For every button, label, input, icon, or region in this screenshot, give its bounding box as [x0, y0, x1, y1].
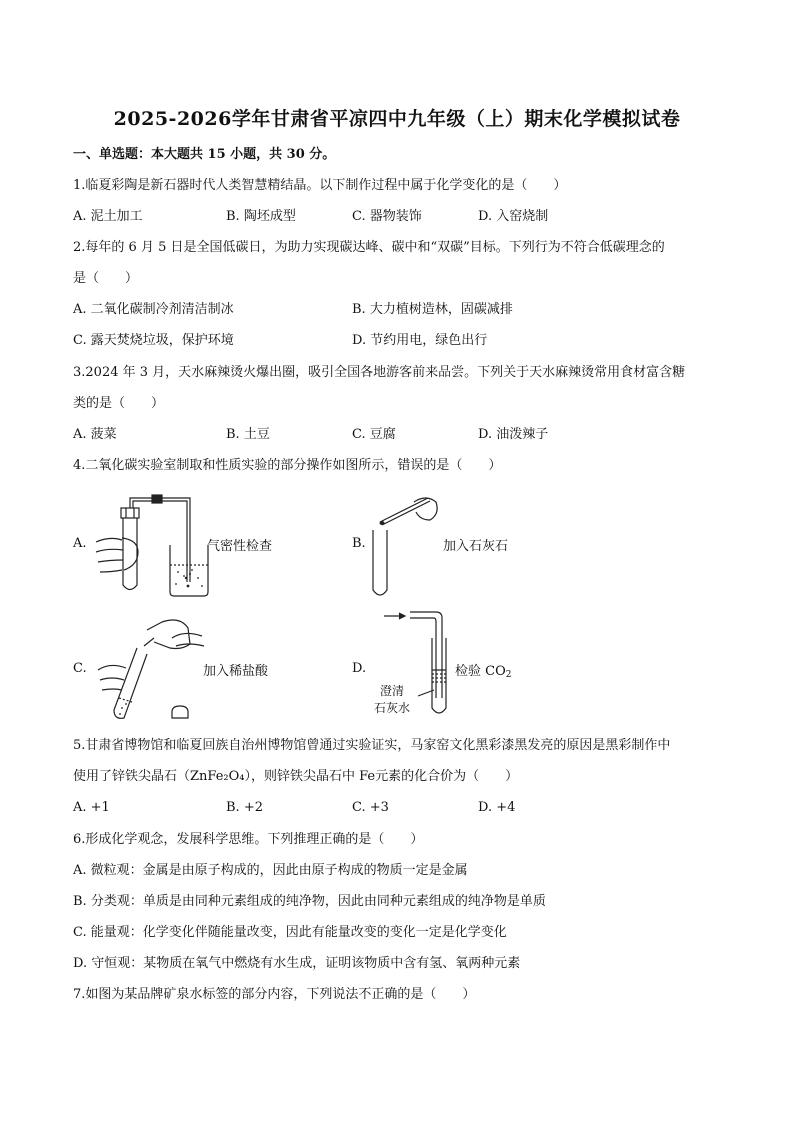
q4-fig-d-water-label2: 石灰水: [374, 701, 411, 715]
airtightness-check-figure: [88, 490, 213, 600]
question-6-stem: 6.形成化学观念，发展科学思维。下列推理正确的是（ ）: [73, 832, 424, 847]
q3-option-d: D. 油泼辣子: [478, 427, 549, 442]
q3-option-a: A. 菠菜: [73, 427, 117, 442]
q5-option-a: A. +1: [73, 800, 110, 815]
q3-option-b: B. 土豆: [226, 427, 270, 442]
q1-option-a: A. 泥土加工: [73, 209, 143, 224]
q4-fig-c-letter: C.: [73, 661, 87, 676]
question-5-stem-line2: 使用了锌铁尖晶石（ZnFe₂O₄），则锌铁尖晶石中 Fe元素的化合价为（ ）: [73, 769, 519, 784]
q4-fig-a-letter: A.: [73, 536, 87, 551]
q2-option-d: D. 节约用电，绿色出行: [352, 333, 488, 348]
q2-option-c: C. 露天焚烧垃圾，保护环境: [73, 333, 234, 348]
q4-fig-c-label: 加入稀盐酸: [203, 664, 269, 679]
q5-option-d: D. +4: [478, 800, 516, 815]
q4-fig-d-water-label1: 澄清: [380, 684, 405, 698]
section-heading: 一、单选题：本大题共 15 小题，共 30 分。: [73, 147, 336, 162]
add-dilute-hcl-figure: [92, 610, 212, 725]
question-5-stem-line1: 5.甘肃省博物馆和临夏回族自治州博物馆曾通过实验证实，马家窑文化黑彩漆黑发亮的原因是黑彩制作中: [73, 738, 671, 753]
question-2-stem-line1: 2.每年的 6 月 5 日是全国低碳日，为助力实现碳达峰、碳中和“双碳”目标。下列行为不符合低碳理念的: [73, 240, 665, 255]
q6-option-b: B. 分类观：单质是由同种元素组成的纯净物，因此由同种元素组成的纯净物是单质: [73, 894, 546, 909]
q1-option-d: D. 入窑烧制: [478, 209, 549, 224]
q4-fig-b-label: 加入石灰石: [443, 539, 509, 554]
question-3-stem-line2: 类的是（ ）: [73, 396, 165, 411]
question-3-stem-line1: 3.2024 年 3 月，天水麻辣烫火爆出圈，吸引全国各地游客前来品尝。下列关于天水麻辣烫常用食材富含糖: [73, 365, 686, 380]
q4-fig-a-label: 气密性检查: [207, 539, 273, 554]
q4-fig-d-label-text: 检验 CO: [455, 664, 506, 679]
add-limestone-figure: [368, 490, 448, 602]
question-7-stem: 7.如图为某品牌矿泉水标签的部分内容，下列说法不正确的是（ ）: [73, 987, 476, 1002]
q1-option-c: C. 器物装饰: [352, 209, 422, 224]
q6-option-c: C. 能量观：化学变化伴随能量改变，因此有能量改变的变化一定是化学变化: [73, 925, 507, 940]
q4-fig-d-label-subscript: 2: [505, 670, 512, 680]
question-4-stem: 4.二氧化碳实验室制取和性质实验的部分操作如图所示，错误的是（ ）: [73, 458, 502, 473]
q5-option-b: B. +2: [226, 800, 263, 815]
exam-title: 2025-2026学年甘肃省平凉四中九年级（上）期末化学模拟试卷: [113, 108, 681, 130]
q2-option-a: A. 二氧化碳制冷剂清洁制冰: [73, 302, 234, 317]
q1-option-b: B. 陶坯成型: [226, 209, 296, 224]
q4-fig-d-label: [455, 660, 511, 680]
q5-option-c: C. +3: [352, 800, 389, 815]
q4-fig-d-letter: D.: [352, 661, 367, 676]
q4-fig-b-letter: B.: [352, 536, 366, 551]
question-2-stem-line2: 是（ ）: [73, 271, 139, 286]
q3-option-c: C. 豆腐: [352, 427, 396, 442]
q6-option-d: D. 守恒观：某物质在氧气中燃烧有水生成，证明该物质中含有氢、氧两种元素: [73, 956, 521, 971]
q2-option-b: B. 大力植树造林，固碳减排: [352, 302, 513, 317]
q6-option-a: A. 微粒观：金属是由原子构成的，因此由原子构成的物质一定是金属: [73, 863, 468, 878]
question-1-stem: 1.临夏彩陶是新石器时代人类智慧精结晶。以下制作过程中属于化学变化的是（ ）: [73, 178, 567, 193]
